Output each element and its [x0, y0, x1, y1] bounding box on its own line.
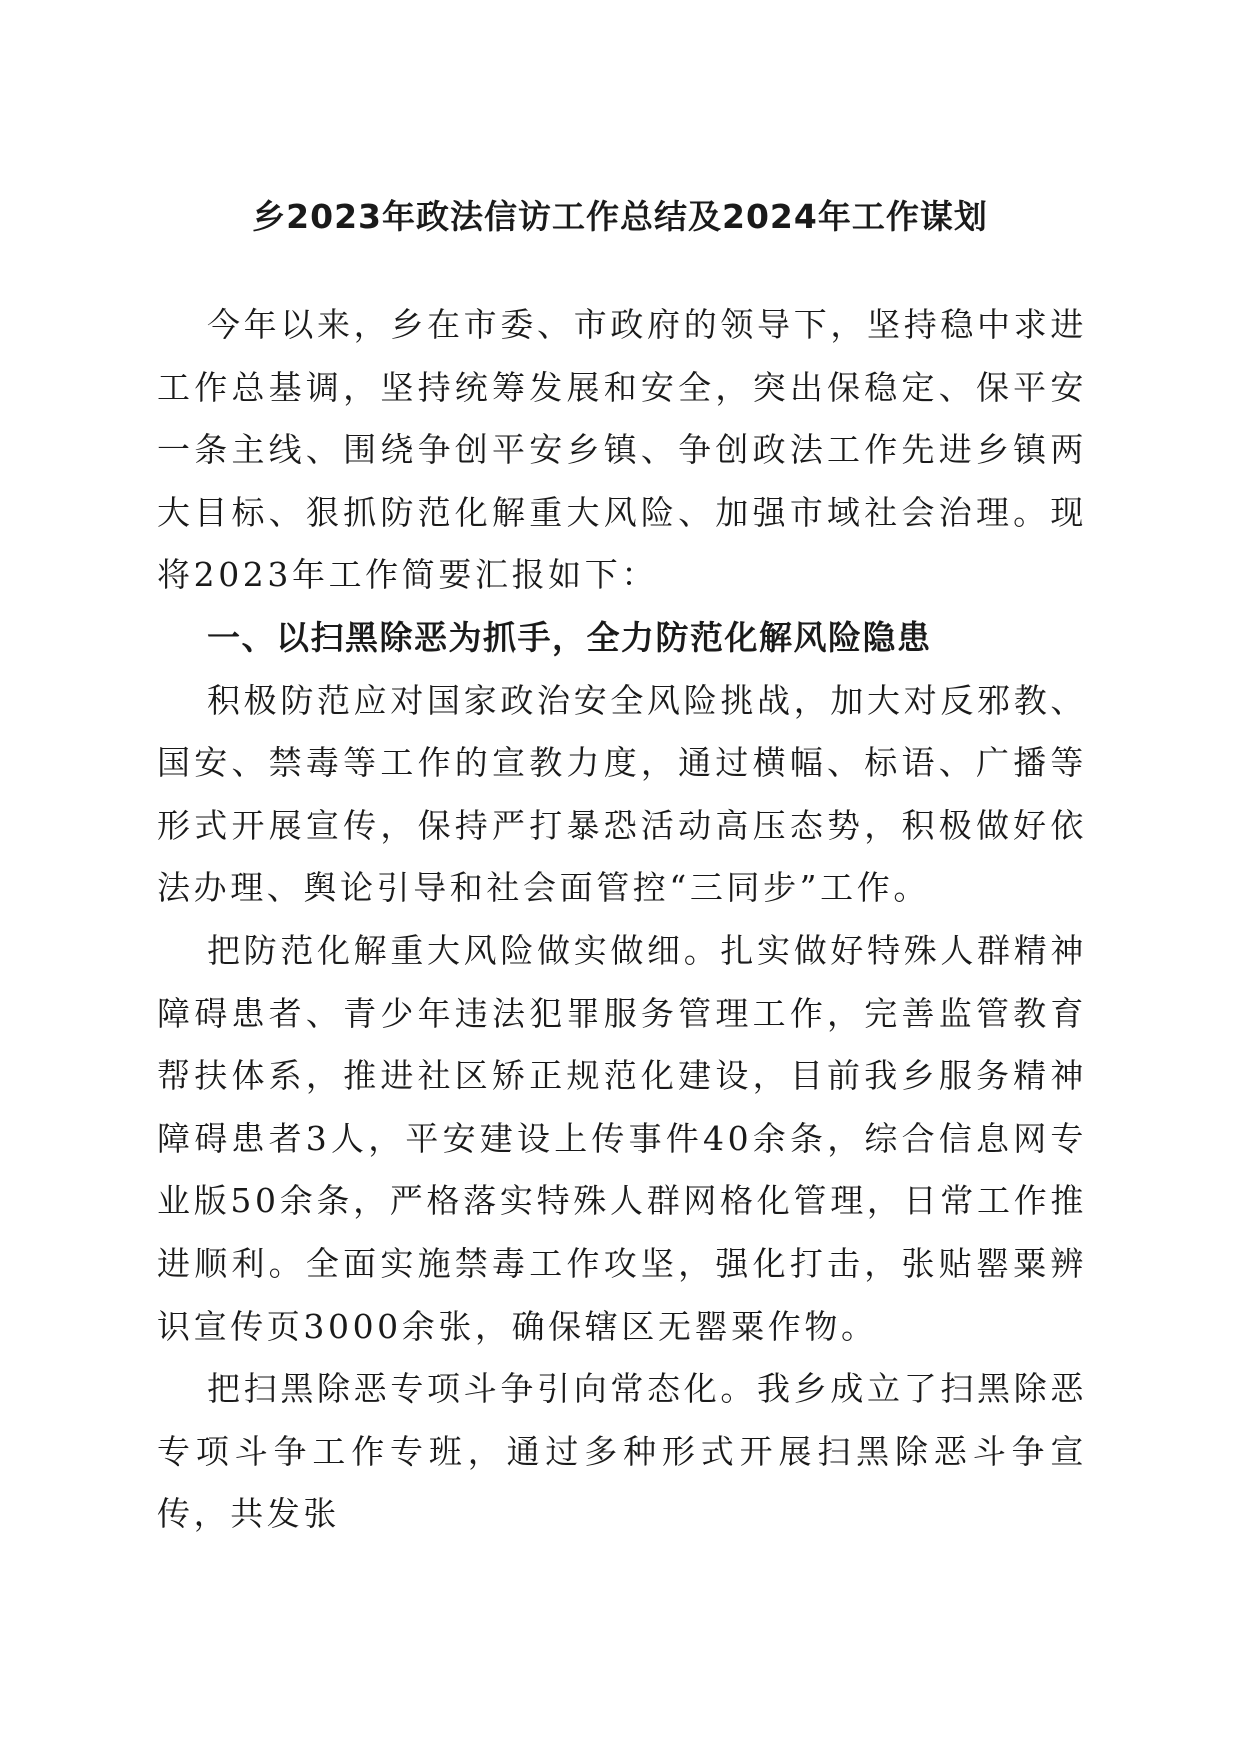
- section1-paragraph-1: 积极防范应对国家政治安全风险挑战，加大对反邪教、国安、禁毒等工作的宣教力度，通过横幅、标语、广播等形式开展宣传，保持严打暴恐活动高压态势，积极做好依法办理、舆论引导和社会面管控“三同步”工作。: [157, 680, 1087, 908]
- section1-paragraph-3: 把扫黑除恶专项斗争引向常态化。我乡成立了扫黑除恶专项斗争工作专班，通过多种形式开展扫黑除恶斗争宣传，共发张: [157, 1369, 1087, 1534]
- document-title: 乡2023年政法信访工作总结及2024年工作谋划: [252, 197, 988, 236]
- intro-paragraph: 今年以来，乡在市委、市政府的领导下，坚持稳中求进工作总基调，坚持统筹发展和安全，突出保稳定、保平安一条主线、围绕争创平安乡镇、争创政法工作先进乡镇两大目标、狠抓防范化解重大风险、加强市域社会治理。现将2023年工作简要汇报如下：: [157, 305, 1087, 595]
- document-body: [157, 294, 1087, 1546]
- section1-paragraph-2: 把防范化解重大风险做实做细。扎实做好特殊人群精神障碍患者、青少年违法犯罪服务管理工作，完善监管教育帮扶体系，推进社区矫正规范化建设，目前我乡服务精神障碍患者3人，平安建设上传事件40余条，综合信息网专业版50余条，严格落实特殊人群网格化管理，日常工作推进顺利。全面实施禁毒工作攻坚，强化打击，张贴罂粟辨识宣传页3000余张，确保辖区无罂粟作物。: [157, 930, 1087, 1346]
- section-heading-1: 一、以扫黑除恶为抓手，全力防范化解风险隐患: [207, 617, 932, 657]
